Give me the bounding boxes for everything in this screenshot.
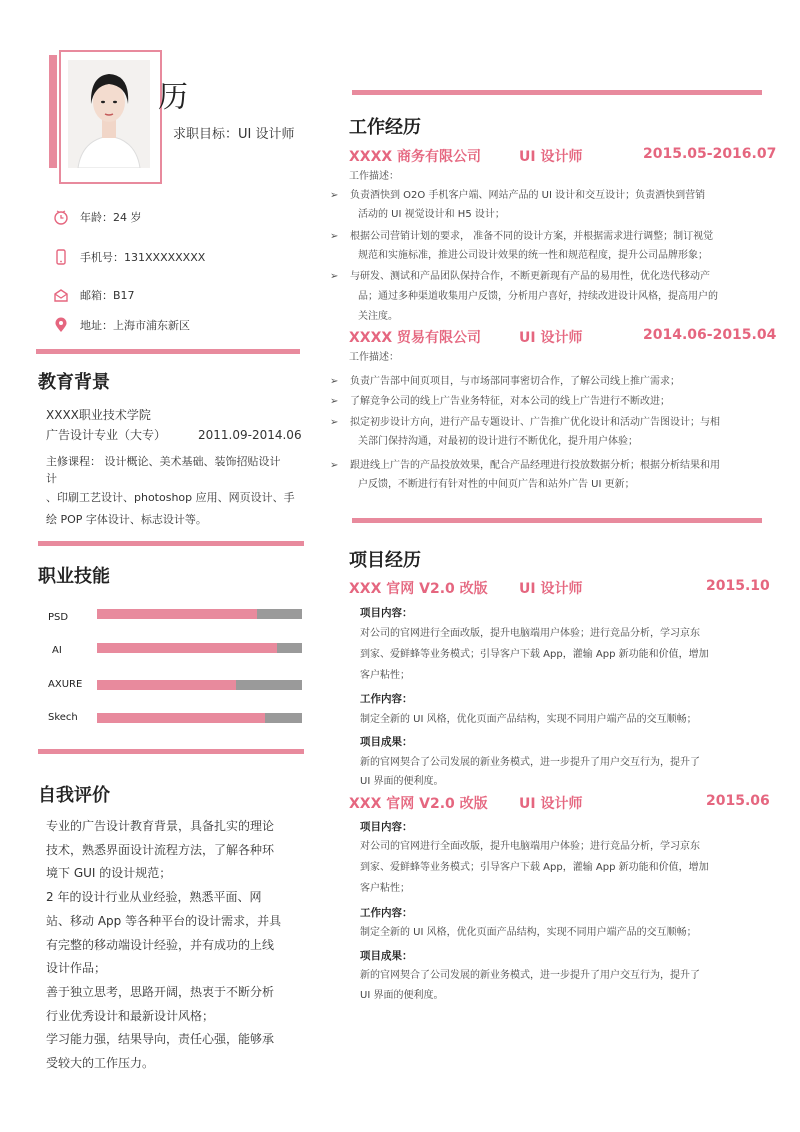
job-bullet: ➢ 跟进线上广告的产品投放效果，配合产品经理进行投放数据分析；根据分析结果和用 (350, 456, 720, 475)
divider-bar (38, 541, 304, 546)
project-work-label: 工作内容： (360, 693, 413, 705)
project-content-label: 项目内容： (360, 821, 413, 833)
clock-icon (52, 208, 70, 226)
location-icon (52, 316, 70, 334)
divider-bar (36, 349, 300, 354)
project-content-label: 项目内容： (360, 607, 413, 619)
info-age (52, 208, 142, 226)
job-role: UI 设计师 (519, 149, 583, 165)
education-heading: 教育背景 (38, 372, 110, 393)
skill-label: PSD (48, 612, 69, 623)
major: 广告设计专业（大专） (46, 428, 167, 442)
project-content: 对公司的官网进行全面改版，提升电脑端用户体验；进行竞品分析，学习京东 (360, 841, 700, 852)
skill-bar (97, 713, 302, 723)
job-bullet: ➢ 与研发、测试和产品团队保持合作，不断更新现有产品的易用性，优化迭代移动产 (350, 267, 710, 286)
project-name: XXX 官网 V2.0 改版 (349, 796, 488, 812)
project-content: 客户粘性； (360, 670, 410, 681)
skill-fill (97, 609, 257, 619)
info-mail (52, 286, 135, 304)
self-eval-line: 2 年的设计行业从业经验，熟悉平面、网 (46, 890, 262, 905)
project-result-label: 项目成果： (360, 736, 413, 748)
project-name: XXX 官网 V2.0 改版 (349, 581, 488, 597)
job-bullet-cont: 关注度。 (358, 311, 398, 322)
project-result-label: 项目成果： (360, 950, 413, 962)
self-eval-line: 行业优秀设计和最新设计风格； (46, 1008, 215, 1023)
job-period: 2014.06-2015.04 (643, 327, 777, 343)
project-work: 制定全新的 UI 风格，优化页面产品结构，实现不同用户端产品的交互顺畅； (360, 927, 697, 938)
project-result: UI 界面的便利度。 (360, 990, 444, 1001)
divider-bar (352, 90, 762, 95)
job-desc-label: 工作描述： (349, 352, 399, 363)
divider-bar (38, 749, 304, 754)
project-content: 到家、爱鲜蜂等业务模式；引导客户下载 App，灌输 App 新功能和价值，增加 (360, 649, 709, 660)
job-desc-label: 工作描述： (349, 171, 399, 182)
project-work: 制定全新的 UI 风格，优化页面产品结构，实现不同用户端产品的交互顺畅； (360, 714, 697, 725)
job-bullet-cont: 户反馈，不断进行有针对性的中间页广告和站外广告 UI 更新； (358, 479, 635, 490)
school-name: XXXX职业技术学院 (46, 408, 151, 422)
self-eval-line: 境下 GUI 的设计规范； (46, 866, 172, 881)
info-mail-text: 邮箱：B17 (80, 289, 135, 302)
info-age-text: 年龄：24 岁 (80, 211, 142, 224)
courses-line-3: 绘 POP 字体设计、标志设计等。 (46, 513, 207, 526)
project-result: 新的官网契合了公司发展的新业务模式，进一步提升了用户交互行为，提升了 (360, 970, 700, 981)
skill-fill (97, 680, 236, 690)
phone-icon (52, 248, 70, 266)
project-role: UI 设计师 (519, 796, 583, 812)
skills-heading: 职业技能 (38, 566, 110, 587)
projects-heading: 项目经历 (349, 550, 421, 571)
job-bullet: ➢ 了解竞争公司的线上广告业务特征，对本公司的线上广告进行不断改进； (350, 392, 670, 411)
info-phone (52, 248, 205, 266)
self-eval-line: 善于独立思考，思路开阔，热衷于不断分析 (46, 984, 275, 999)
resume-title: 历 (158, 80, 188, 115)
job-bullet-cont: 品；通过多种渠道收集用户反馈，分析用户喜好，持续改进设计风格，提高用户的 (358, 291, 718, 302)
skill-fill (97, 643, 277, 653)
company-name: XXXX 商务有限公司 (349, 149, 482, 165)
job-bullet: ➢ 拟定初步设计方向，进行产品专题设计、广告推广优化设计和活动广告图设计；与相 (350, 413, 720, 432)
project-result: UI 界面的便利度。 (360, 776, 444, 787)
skill-label: AXURE (48, 679, 83, 690)
accent-bar (49, 55, 57, 168)
project-content: 客户粘性； (360, 883, 410, 894)
self-eval-line: 受较大的工作压力。 (46, 1056, 155, 1070)
skill-bar (97, 609, 302, 619)
self-eval-line: 有完整的移动端设计经验，并有成功的上线 (46, 937, 275, 952)
job-bullet-cont: 规范和实施标准，推进公司设计效果的统一性和规范程度，提升公司品牌形象； (358, 250, 708, 261)
skill-fill (97, 713, 265, 723)
job-period: 2015.05-2016.07 (643, 146, 777, 162)
self-eval-line: 站、移动 App 等各种平台的设计需求，并具 (46, 913, 282, 928)
company-name: XXXX 贸易有限公司 (349, 330, 482, 346)
job-bullet: ➢ 负责酒快到 O2O 手机客户端、网站产品的 UI 设计和交互设计；负责酒快到营销 (350, 186, 705, 205)
job-bullet: ➢ 根据公司营销计划的要求， 准备不同的设计方案，并根据需求进行调整；制订视觉 (350, 227, 713, 246)
project-content: 对公司的官网进行全面改版，提升电脑端用户体验；进行竞品分析，学习京东 (360, 628, 700, 639)
info-phone-text: 手机号：131XXXXXXXX (80, 251, 206, 264)
info-address-text: 地址：上海市浦东新区 (80, 319, 190, 332)
self-eval-line: 专业的广告设计教育背景，具备扎实的理论 (46, 819, 275, 833)
info-address (52, 316, 190, 334)
project-date: 2015.06 (706, 793, 770, 809)
edu-period: 2011.09-2014.06 (198, 428, 302, 442)
project-result: 新的官网契合了公司发展的新业务模式，进一步提升了用户交互行为，提升了 (360, 757, 700, 768)
avatar (68, 60, 150, 168)
skill-bar (97, 643, 302, 653)
mail-icon (52, 286, 70, 304)
job-target: 求职目标：UI 设计师 (173, 127, 295, 142)
skill-bar (97, 680, 302, 690)
skill-label: Skech (48, 712, 78, 723)
work-heading: 工作经历 (349, 117, 421, 138)
self-eval-heading: 自我评价 (38, 785, 110, 806)
job-role: UI 设计师 (519, 330, 583, 346)
skill-label: AI (52, 645, 62, 656)
job-bullet-cont: 关部门保持沟通，对最初的设计进行不断优化，提升用户体验； (358, 436, 638, 447)
project-role: UI 设计师 (519, 581, 583, 597)
project-date: 2015.10 (706, 578, 770, 594)
courses-line-2: 、印刷工艺设计、photoshop 应用、网页设计、手 (46, 491, 295, 504)
divider-bar (352, 518, 762, 523)
courses-line-1: 主修课程： 设计概论、美术基础、装饰招贴设计 (46, 455, 281, 468)
job-bullet-cont: 活动的 UI 视觉设计和 H5 设计； (358, 209, 505, 220)
self-eval-line: 技术，熟悉界面设计流程方法，了解各种环 (46, 842, 275, 857)
project-work-label: 工作内容： (360, 907, 413, 919)
job-bullet: ➢ 负责广告部中间页项目，与市场部同事密切合作，了解公司线上推广需求； (350, 372, 680, 391)
self-eval-line: 设计作品； (46, 961, 107, 976)
project-content: 到家、爱鲜蜂等业务模式；引导客户下载 App，灌输 App 新功能和价值，增加 (360, 862, 709, 873)
courses-line-1b: 计 (46, 472, 57, 485)
self-eval-line: 学习能力强，结果导向，责任心强，能够承 (46, 1032, 275, 1047)
